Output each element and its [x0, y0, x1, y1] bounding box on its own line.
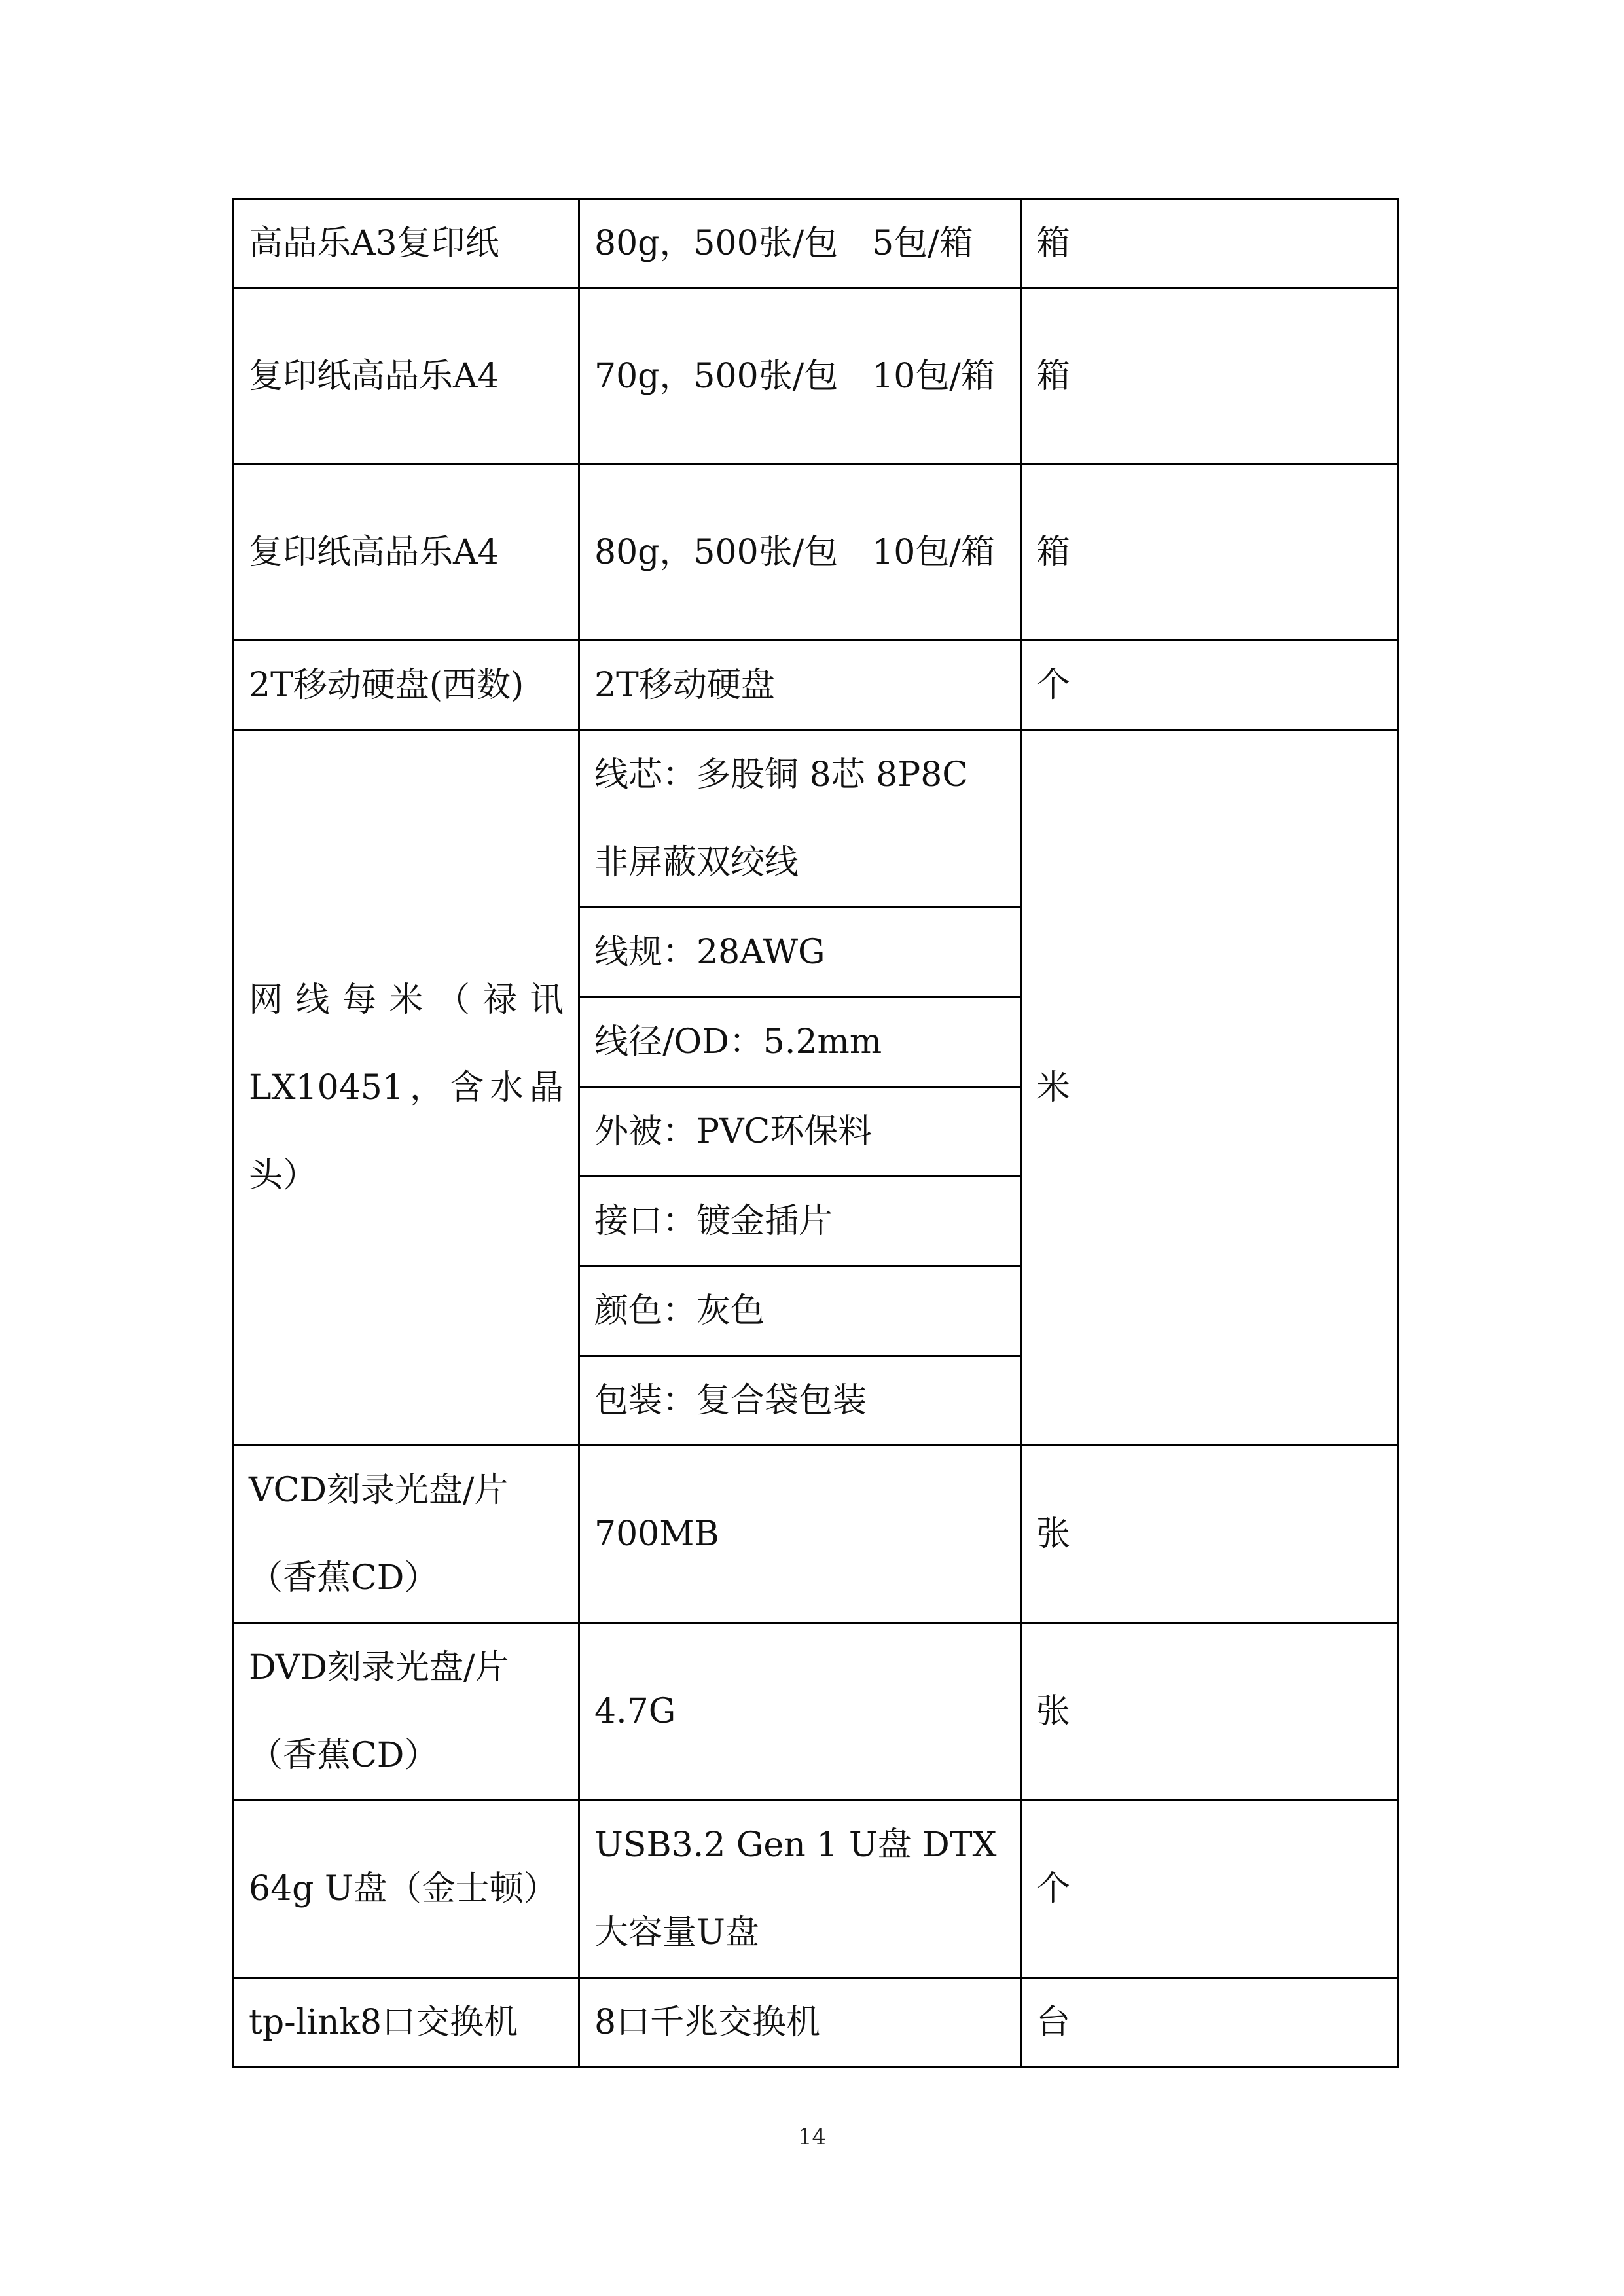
table-row: [234, 289, 1398, 465]
product-name-cell: tp-link8口交换机: [234, 1978, 579, 2068]
table-row: [234, 641, 1398, 730]
product-spec-cell: 线径/OD：5.2mm: [579, 997, 1021, 1087]
product-spec-cell: 8口千兆交换机: [579, 1978, 1021, 2068]
table-row: [234, 1801, 1398, 1978]
product-spec-cell: 外被：PVC环保料: [579, 1087, 1021, 1177]
product-unit-cell: 米: [1021, 730, 1398, 1446]
product-spec-cell: 颜色：灰色: [579, 1266, 1021, 1356]
product-spec-cell: 4.7G: [579, 1623, 1021, 1801]
product-name-cell: 64g U盘（金士顿）: [234, 1801, 579, 1978]
product-name-cell: VCD刻录光盘/片（香蕉CD）: [234, 1446, 579, 1623]
product-spec-cell: 包装：复合袋包装: [579, 1356, 1021, 1446]
product-spec-cell: 700MB: [579, 1446, 1021, 1623]
product-spec-cell: 80g，500张/包 5包/箱: [579, 199, 1021, 289]
product-name-cell: DVD刻录光盘/片（香蕉CD）: [234, 1623, 579, 1801]
product-name-cell: 2T移动硬盘(西数): [234, 641, 579, 730]
product-unit-cell: 箱: [1021, 465, 1398, 641]
product-spec-cell: 接口：镀金插片: [579, 1177, 1021, 1266]
product-unit-cell: 台: [1021, 1978, 1398, 2068]
product-name-cell: 网线每米（禄讯LX10451，含水晶头）: [234, 730, 579, 1446]
product-unit-cell: 箱: [1021, 199, 1398, 289]
product-unit-cell: 张: [1021, 1446, 1398, 1623]
page-number: 14: [797, 2124, 827, 2150]
product-spec-cell: 80g，500张/包 10包/箱: [579, 465, 1021, 641]
product-spec-cell: 2T移动硬盘: [579, 641, 1021, 730]
table-row: [234, 465, 1398, 641]
table-row: [234, 1623, 1398, 1801]
product-spec-cell: 线规：28AWG: [579, 908, 1021, 997]
product-spec-cell: 70g，500张/包 10包/箱: [579, 289, 1021, 465]
product-unit-cell: 箱: [1021, 289, 1398, 465]
product-unit-cell: 张: [1021, 1623, 1398, 1801]
product-unit-cell: 个: [1021, 1801, 1398, 1978]
table-row: [234, 1978, 1398, 2068]
product-spec-cell: USB3.2 Gen 1 U盘 DTX大容量U盘: [579, 1801, 1021, 1978]
product-name-cell: 复印纸高品乐A4: [234, 289, 579, 465]
table-row: [234, 730, 1398, 908]
product-spec-cell: 线芯：多股铜 8芯 8P8C 非屏蔽双绞线: [579, 730, 1021, 908]
product-name-cell: 高品乐A3复印纸: [234, 199, 579, 289]
table-row: [234, 1446, 1398, 1623]
product-name-cell: 复印纸高品乐A4: [234, 465, 579, 641]
product-spec-table: [232, 198, 1399, 2068]
table-row: [234, 199, 1398, 289]
product-unit-cell: 个: [1021, 641, 1398, 730]
